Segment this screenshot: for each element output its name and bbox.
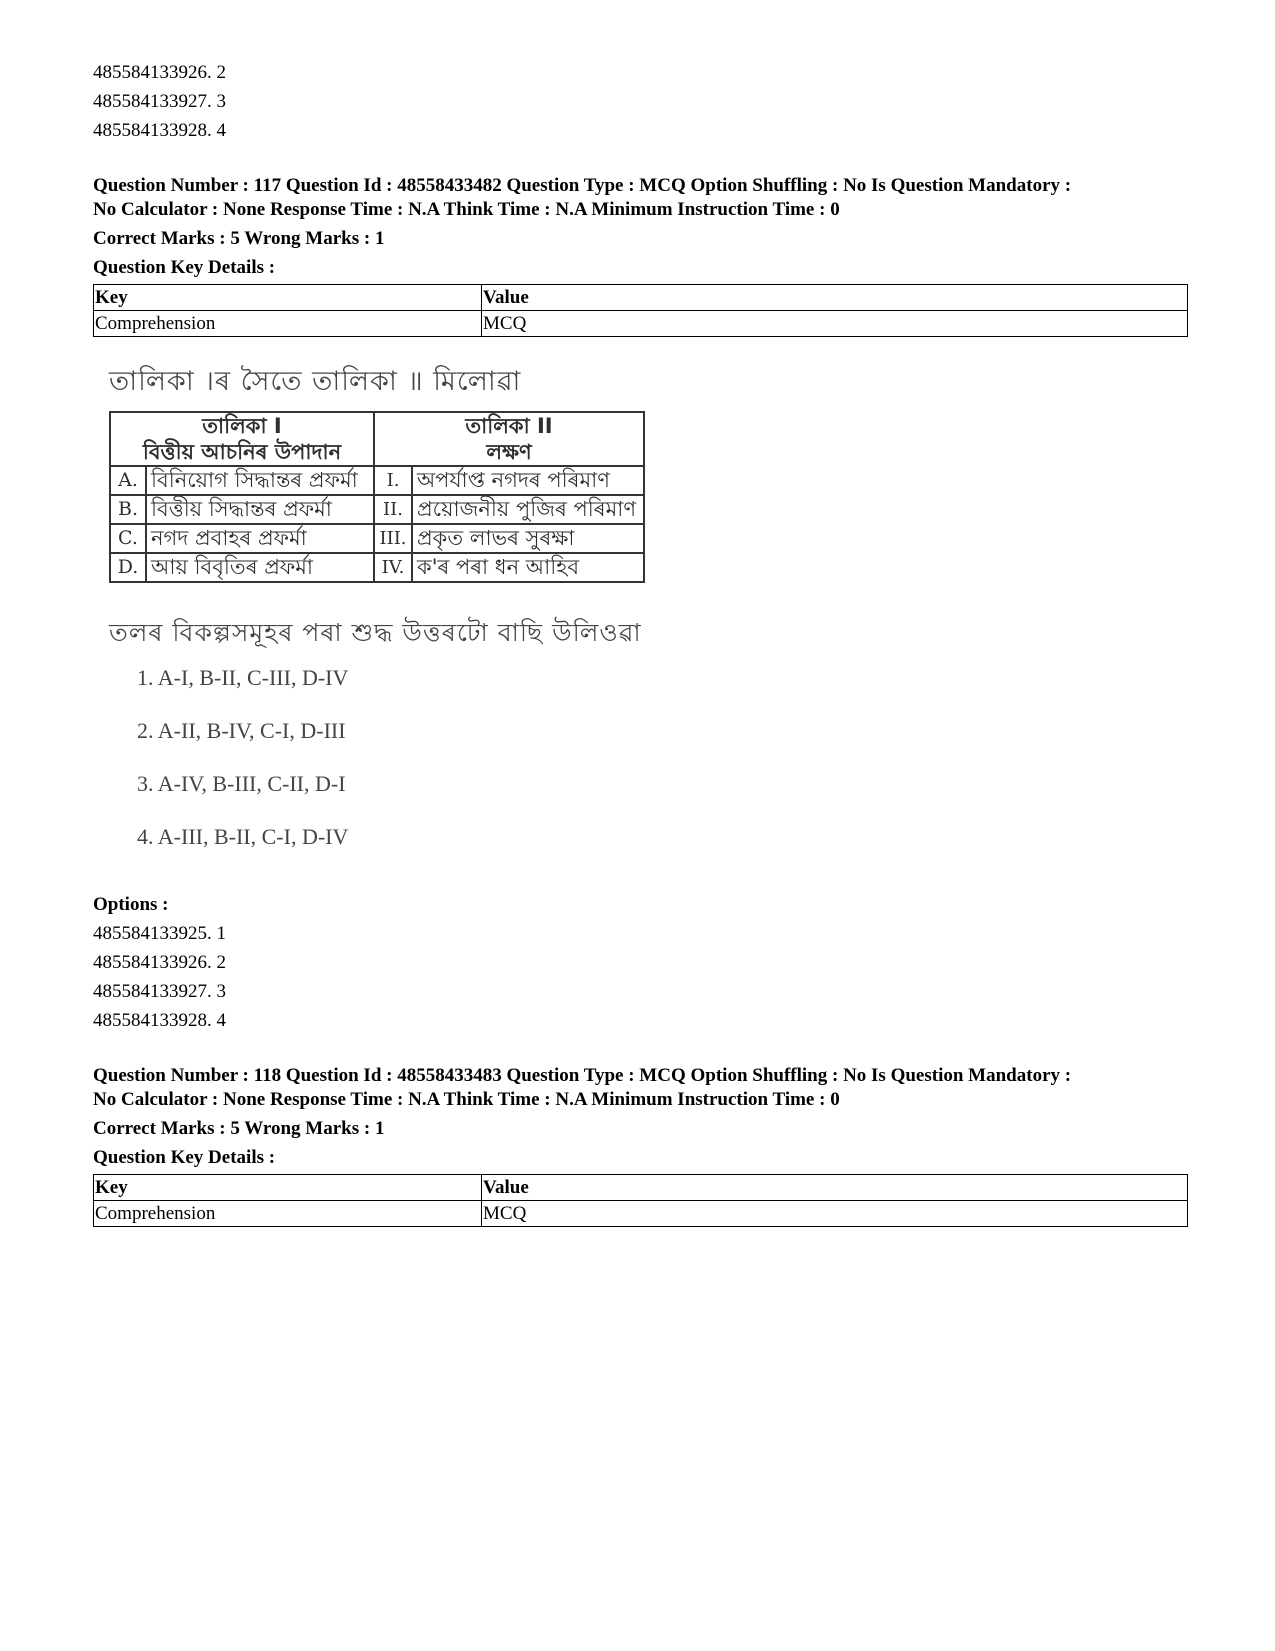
key-column-header: Key xyxy=(94,285,482,311)
question-meta-line-2: No Calculator : None Response Time : N.A Think Time : N.A Minimum Instruction Time : 0 xyxy=(93,199,840,220)
question-meta-line-1: Question Number : 117 Question Id : 48558433482 Question Type : MCQ Option Shuffling : No Is Question Mandatory : xyxy=(93,175,1072,196)
option-line: 485584133926. 2 xyxy=(93,952,226,973)
list-1-item: আয় বিবৃতিৰ প্ৰফৰ্মা xyxy=(146,553,374,582)
key-details-label: Question Key Details : xyxy=(93,257,276,278)
options-label: Options : xyxy=(93,894,169,915)
row-letter: A. xyxy=(110,466,146,495)
value-column-header: Value xyxy=(482,1175,1188,1201)
question-meta-line-2: No Calculator : None Response Time : N.A Think Time : N.A Minimum Instruction Time : 0 xyxy=(93,1089,840,1110)
document-page xyxy=(93,58,1188,1227)
question-key-table xyxy=(93,284,1188,337)
list-1-item: বিনিয়োগ সিদ্ধান্তৰ প্ৰফৰ্মা xyxy=(146,466,374,495)
value-column-header: Value xyxy=(482,285,1188,311)
value-cell: MCQ xyxy=(482,311,1188,337)
key-cell: Comprehension xyxy=(94,1201,482,1227)
list-2-header xyxy=(374,412,644,466)
marks-line: Correct Marks : 5 Wrong Marks : 1 xyxy=(93,1118,385,1139)
answer-choice: 1. A-I, B-II, C-III, D-IV xyxy=(137,665,349,690)
match-table-row xyxy=(110,553,644,582)
list-1-header-subtitle: বিত্তীয় আচনিৰ উপাদান xyxy=(142,440,342,464)
list-1-item: বিত্তীয় সিদ্ধান্তৰ প্ৰফৰ্মা xyxy=(146,495,374,524)
list-2-item: ক'ৰ পৰা ধন আহিব xyxy=(412,553,644,582)
question-118 xyxy=(93,1064,1188,1227)
question-image xyxy=(109,355,729,890)
list-2-item: প্ৰয়োজনীয় পুজিৰ পৰিমাণ xyxy=(412,495,644,524)
question-meta xyxy=(93,1064,1188,1112)
question-instruction: তলৰ বিকল্পসমূহৰ পৰা শুদ্ধ উত্তৰটো বাছি উলিওৱা xyxy=(109,618,642,647)
row-roman: II. xyxy=(374,495,412,524)
key-table-row xyxy=(94,311,1188,337)
list-1-item: নগদ প্ৰবাহৰ প্ৰফৰ্মা xyxy=(146,524,374,553)
list-2-item: প্ৰকৃত লাভৰ সুৰক্ষা xyxy=(412,524,644,553)
match-table-row xyxy=(110,524,644,553)
key-column-header: Key xyxy=(94,1175,482,1201)
option-line: 485584133927. 3 xyxy=(93,91,226,112)
key-table-header-row xyxy=(94,1175,1188,1201)
row-roman: III. xyxy=(374,524,412,553)
list-1-header-title: তালিকা I xyxy=(202,414,282,438)
list-1-header xyxy=(110,412,374,466)
key-table-row xyxy=(94,1201,1188,1227)
answer-choice: 3. A-IV, B-III, C-II, D-I xyxy=(137,771,346,796)
question-117 xyxy=(93,174,1188,1035)
row-letter: B. xyxy=(110,495,146,524)
previous-question-options xyxy=(93,58,1188,145)
question-meta-line-1: Question Number : 118 Question Id : 48558433483 Question Type : MCQ Option Shuffling : No Is Question Mandatory : xyxy=(93,1065,1072,1086)
match-table-row xyxy=(110,466,644,495)
row-roman: I. xyxy=(374,466,412,495)
match-table xyxy=(109,411,645,583)
key-cell: Comprehension xyxy=(94,311,482,337)
list-2-header-title: তালিকা II xyxy=(465,414,553,438)
option-line: 485584133927. 3 xyxy=(93,981,226,1002)
list-2-header-subtitle: লক্ষণ xyxy=(486,440,532,464)
question-image-title: তালিকা ।ৰ সৈতে তালিকা ॥ মিলোৱা xyxy=(109,366,522,397)
answer-choices xyxy=(137,665,348,877)
answer-choice: 4. A-III, B-II, C-I, D-IV xyxy=(137,824,349,849)
list-2-item: অপৰ্যাপ্ত নগদৰ পৰিমাণ xyxy=(412,466,644,495)
match-table-header-row xyxy=(110,412,644,466)
row-roman: IV. xyxy=(374,553,412,582)
match-table-row xyxy=(110,495,644,524)
value-cell: MCQ xyxy=(482,1201,1188,1227)
option-line: 485584133926. 2 xyxy=(93,62,226,83)
option-line: 485584133928. 4 xyxy=(93,120,226,141)
option-line: 485584133928. 4 xyxy=(93,1010,226,1031)
row-letter: D. xyxy=(110,553,146,582)
marks-line: Correct Marks : 5 Wrong Marks : 1 xyxy=(93,228,385,249)
option-line: 485584133925. 1 xyxy=(93,923,226,944)
row-letter: C. xyxy=(110,524,146,553)
key-details-label: Question Key Details : xyxy=(93,1147,276,1168)
question-key-table xyxy=(93,1174,1188,1227)
question-meta xyxy=(93,174,1188,222)
key-table-header-row xyxy=(94,285,1188,311)
answer-choice: 2. A-II, B-IV, C-I, D-III xyxy=(137,718,346,743)
